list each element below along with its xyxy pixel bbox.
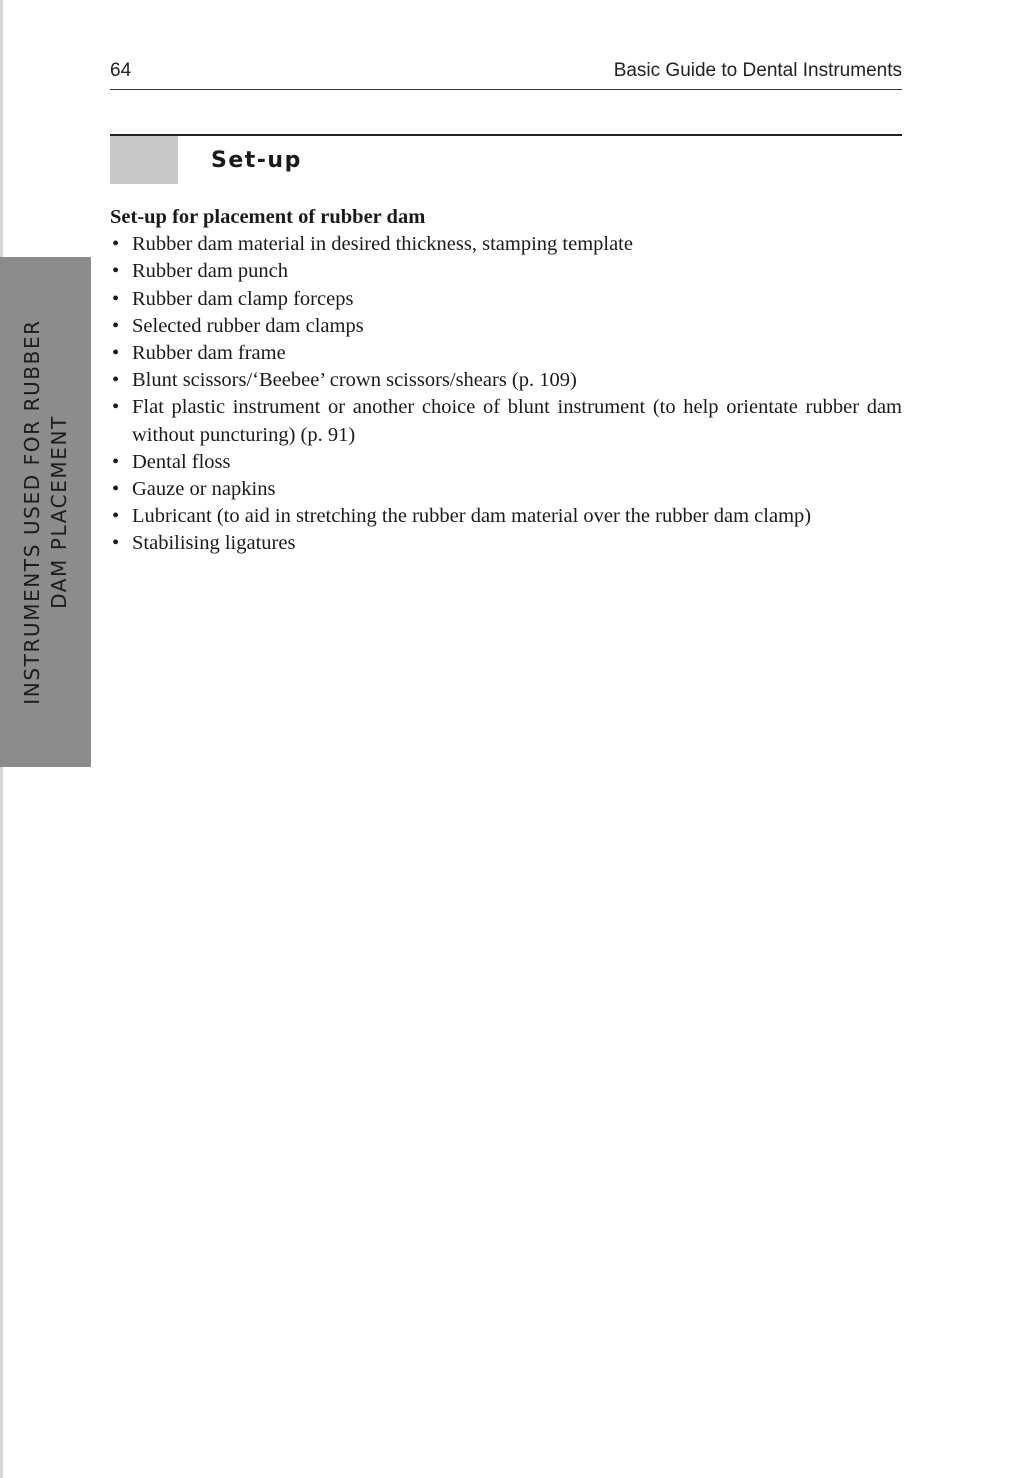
list-item: • Gauze or napkins [110, 476, 902, 503]
side-tab-line-2: DAM PLACEMENT [47, 415, 71, 609]
setup-item-list [110, 231, 902, 557]
main-content [110, 204, 902, 558]
header-rule [110, 89, 902, 90]
list-item: • Stabilising ligatures [110, 530, 902, 557]
section-marker-block [110, 136, 178, 184]
list-item: • Rubber dam punch [110, 258, 902, 285]
section-rule [110, 134, 902, 136]
chapter-side-tab-label [19, 257, 73, 767]
side-tab-line-1: INSTRUMENTS USED FOR RUBBER [20, 319, 44, 705]
list-item: • Selected rubber dam clamps [110, 313, 902, 340]
list-item: • Rubber dam material in desired thickness, stamping template [110, 231, 902, 258]
subheading: Set-up for placement of rubber dam [110, 206, 426, 228]
list-item: • Rubber dam frame [110, 340, 902, 367]
list-item: • Blunt scissors/‘Beebee’ crown scissors/shears (p. 109) [110, 367, 902, 394]
page-number: 64 [110, 60, 132, 81]
list-item: • Flat plastic instrument or another choice of blunt instrument (to help orientate rubber dam without puncturing) (p. 91) [110, 394, 902, 448]
list-item: • Rubber dam clamp forceps [110, 286, 902, 313]
section-title: Set-up [211, 148, 302, 173]
book-title: Basic Guide to Dental Instruments [613, 60, 902, 81]
list-item: • Dental floss [110, 449, 902, 476]
list-item: • Lubricant (to aid in stretching the rubber dam material over the rubber dam clamp) [110, 503, 902, 530]
running-head [110, 58, 902, 88]
